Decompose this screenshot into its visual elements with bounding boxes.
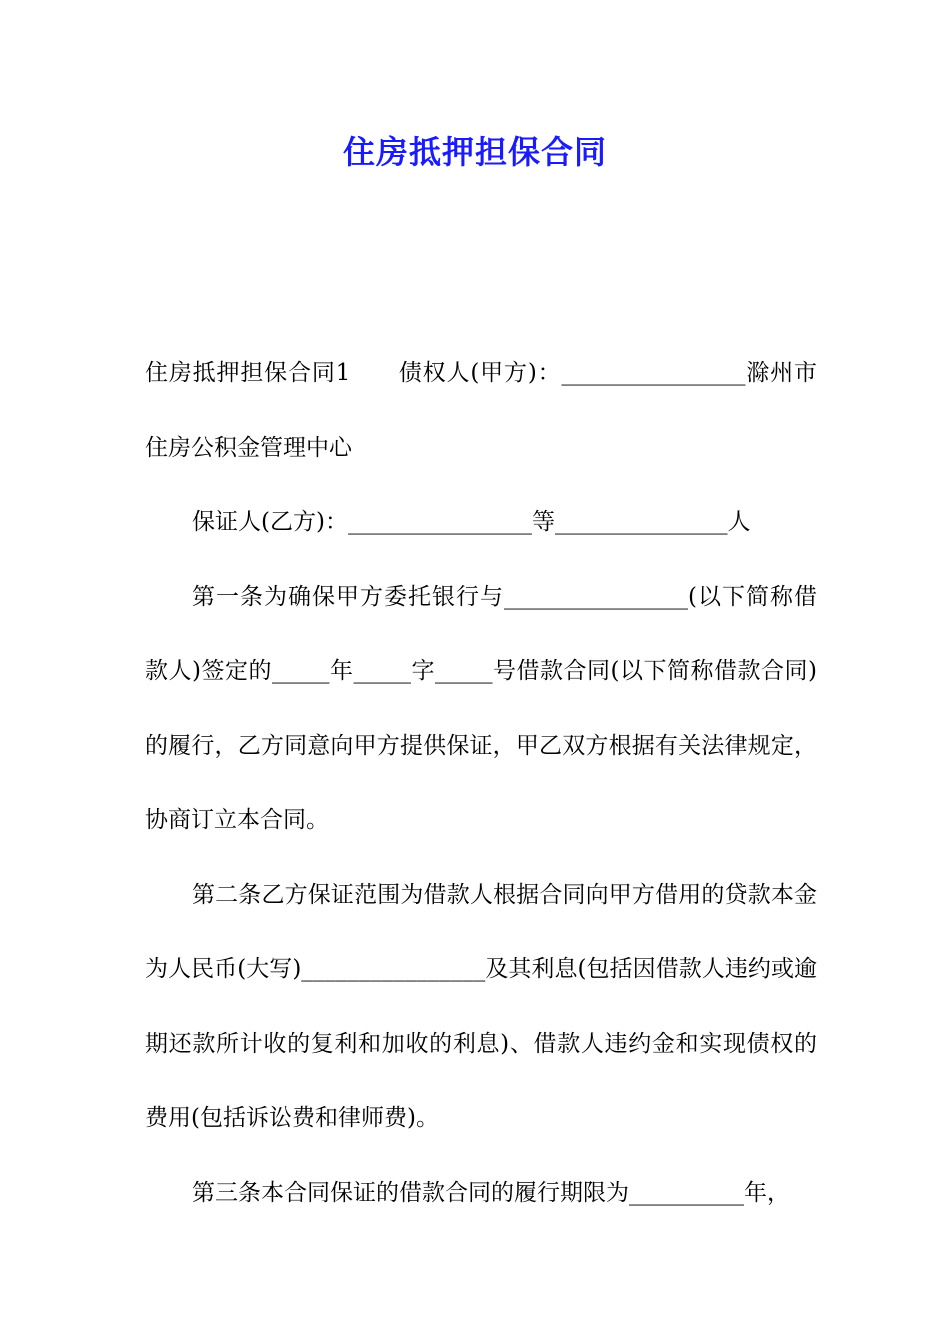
paragraph-guarantor: 保证人(乙方)：________________等_______________人 <box>192 509 751 535</box>
document-title: 住房抵押担保合同 <box>342 133 607 171</box>
paragraph-article-1: 第一条为确保甲方委托银行与________________(以下简称借款人)签定的_____年_____字_____号借款合同(以下简称借款合同)的履行，乙方同意向甲方提供保证，甲乙双方根据有关法律规定，协商订立本合同。 <box>145 583 817 833</box>
paragraph-parties-creditor: 住房抵押担保合同1 债权人(甲方)：________________滁州市住房公积金管理中心 <box>145 360 817 461</box>
paragraph-article-3: 第三条本合同保证的借款合同的履行期限为__________年， <box>192 1179 790 1206</box>
document-body <box>145 336 817 1230</box>
paragraph-article-2: 第二条乙方保证范围为借款人根据合同向甲方借用的贷款本金为人民币(大写)________________及其利息(包括因借款人违约或逾期还款所计收的复利和加收的利息)、借款人违约金和实现债权的费用(包括诉讼费和律师费)。 <box>145 881 817 1131</box>
